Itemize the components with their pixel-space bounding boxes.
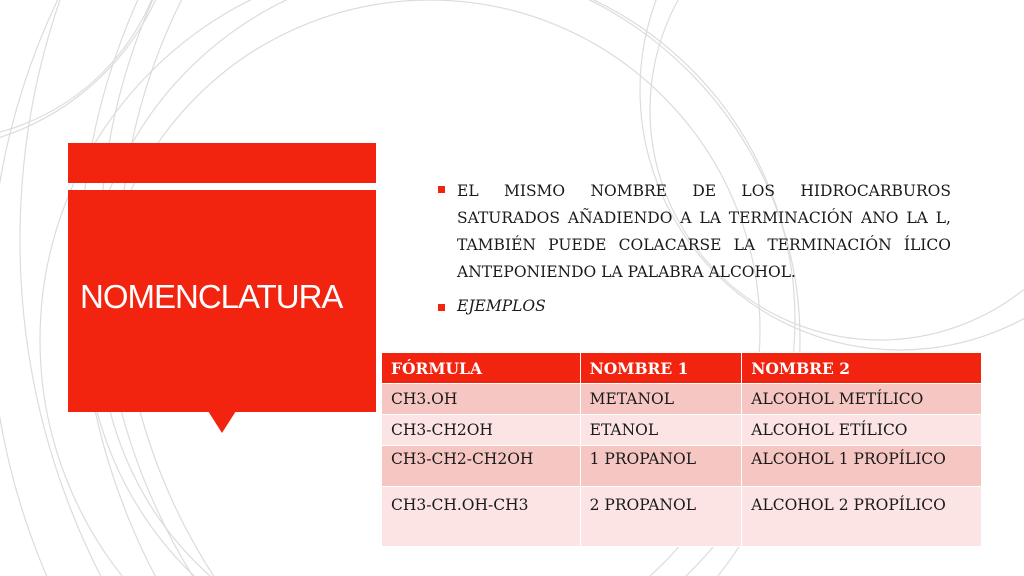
table-cell: ALCOHOL METÍLICO (742, 384, 982, 415)
table-cell: ETANOL (580, 415, 742, 446)
bullet-item (436, 178, 951, 286)
title-box-pointer (208, 411, 236, 433)
table-header-row (382, 353, 982, 384)
table-cell: ALCOHOL 2 PROPÍLICO (742, 487, 982, 547)
square-bullet-icon (438, 304, 445, 311)
table-cell: CH3-CH2OH (382, 415, 581, 446)
column-header: FÓRMULA (382, 353, 581, 384)
table-row (382, 487, 982, 547)
table-cell: CH3-CH.OH-CH3 (382, 487, 581, 547)
table-cell: 1 PROPANOL (580, 446, 742, 487)
slide-title: NOMENCLATURA (80, 278, 343, 315)
column-header: NOMBRE 2 (742, 353, 982, 384)
table-cell: ALCOHOL 1 PROPÍLICO (742, 446, 982, 487)
table-cell: METANOL (580, 384, 742, 415)
table-row (382, 446, 982, 487)
title-accent-bar (68, 143, 376, 183)
bullet-text: EJEMPLOS (457, 297, 546, 315)
column-header: NOMBRE 1 (580, 353, 742, 384)
table-cell: 2 PROPANOL (580, 487, 742, 547)
bullet-list (436, 178, 951, 316)
examples-table (381, 352, 982, 547)
table-cell: CH3.OH (382, 384, 581, 415)
table-row (382, 384, 982, 415)
bullet-item (436, 296, 951, 316)
bullet-text: EL MISMO NOMBRE DE LOS HIDROCARBUROS SATURADOS AÑADIENDO A LA TERMINACIÓN ANO LA L, TAMBIÉN PUEDE COLACARSE LA TERMINACIÓN ÍLICO ANTEPONIENDO LA PALABRA ALCOHOL. (457, 182, 951, 281)
table-row (382, 415, 982, 446)
table-cell: ALCOHOL ETÍLICO (742, 415, 982, 446)
table-cell: CH3-CH2-CH2OH (382, 446, 581, 487)
square-bullet-icon (438, 186, 445, 193)
